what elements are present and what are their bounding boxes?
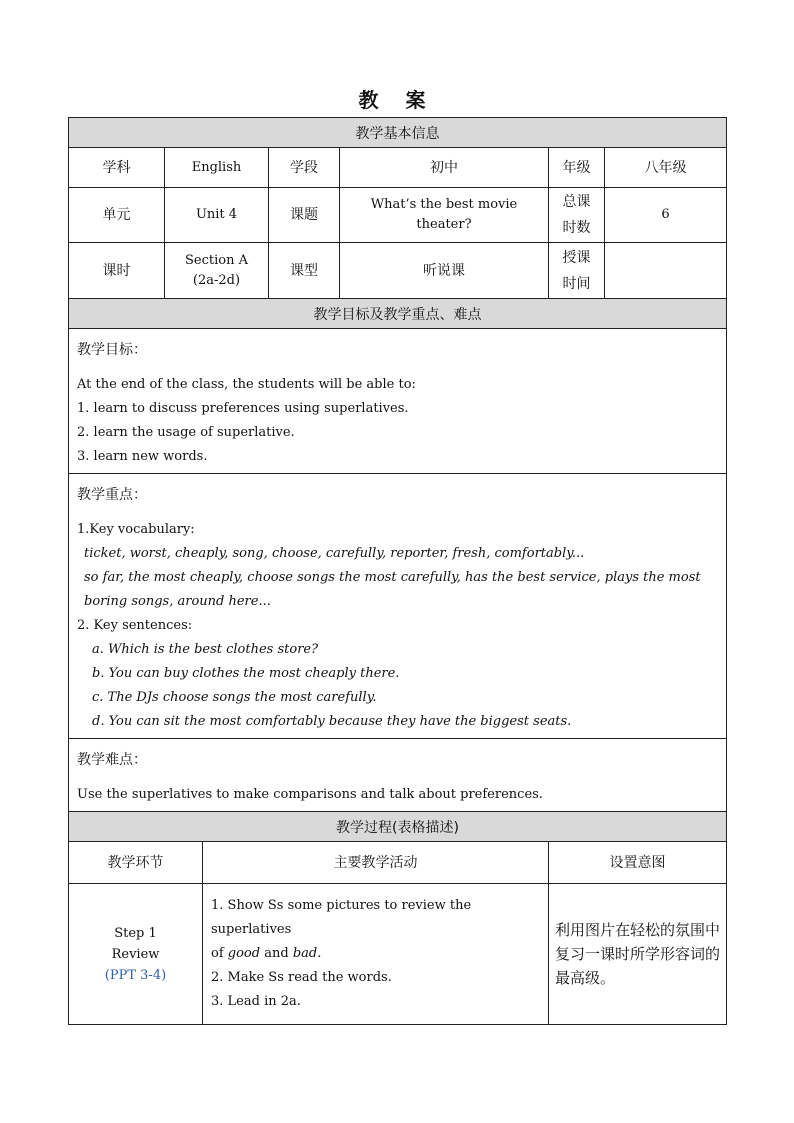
vocab-line: boring songs, around here... [84, 594, 271, 609]
step-ppt-ref: (PPT 3-4) [104, 967, 167, 983]
key-sentence: d. You can sit the most comfortably because they have the biggest seats. [92, 714, 572, 729]
subject-value: English [165, 148, 269, 188]
intent-header: 设置意图 [549, 842, 727, 884]
sentences-title: 2. Key sentences: [77, 618, 193, 633]
activity-line: 1. Show Ss some pictures to review the superlatives [211, 898, 472, 937]
objectives-banner: 教学目标及教学重点、难点 [69, 299, 727, 329]
key-points-heading: 教学重点： [77, 487, 147, 503]
time-label: 授课时间 [549, 243, 605, 299]
basic-info-banner: 教学基本信息 [69, 118, 727, 148]
unit-value: Unit 4 [165, 188, 269, 243]
vocab-line: ticket, worst, cheaply, song, choose, carefully, reporter, fresh, comfortably... [84, 546, 585, 561]
unit-label: 单元 [69, 188, 165, 243]
topic-label: 课题 [269, 188, 340, 243]
activity-cell [203, 884, 549, 1025]
period-label: 课时 [69, 243, 165, 299]
activity-word-good: good [227, 946, 261, 961]
difficulties-block [69, 739, 727, 812]
objective-line: 3. learn new words. [77, 449, 208, 464]
type-label: 课型 [269, 243, 340, 299]
objective-line: 1. learn to discuss preferences using superlatives. [77, 401, 409, 416]
period-value [165, 243, 269, 299]
difficulties-text: Use the superlatives to make comparisons and talk about preferences. [77, 787, 543, 802]
process-banner: 教学过程(表格描述) [69, 812, 727, 842]
stage-label: 学段 [269, 148, 340, 188]
stage-value: 初中 [340, 148, 549, 188]
activity-header: 主要教学活动 [203, 842, 549, 884]
hours-value: 6 [605, 188, 727, 243]
step-name: Review [111, 946, 160, 962]
activity-line: 3. Lead in 2a. [211, 994, 301, 1009]
type-value: 听说课 [340, 243, 549, 299]
period-line1: Section A [185, 252, 248, 268]
vocab-title: 1.Key vocabulary: [77, 522, 195, 537]
key-points-block [69, 474, 727, 739]
activity-word: of [211, 946, 224, 961]
step-cell [69, 884, 203, 1025]
step-header: 教学环节 [69, 842, 203, 884]
subject-label: 学科 [69, 148, 165, 188]
key-sentence: a. Which is the best clothes store? [92, 642, 319, 657]
time-value [605, 243, 727, 299]
objectives-block [69, 329, 727, 474]
grade-value: 八年级 [605, 148, 727, 188]
grade-label: 年级 [549, 148, 605, 188]
vocab-line: so far, the most cheaply, choose songs the most carefully, has the best service, plays the most [84, 570, 701, 585]
period-line2: (2a-2d) [192, 272, 241, 288]
intent-cell: 利用图片在轻松的氛围中复习一课时所学形容词的最高级。 [549, 884, 727, 1025]
lesson-plan-table [68, 117, 727, 1025]
activity-line [211, 942, 540, 966]
objectives-heading: 教学目标： [77, 342, 147, 358]
difficulties-heading: 教学难点： [77, 752, 147, 768]
topic-value: What’s the best movie theater? [340, 188, 549, 243]
activity-line: 2. Make Ss read the words. [211, 970, 392, 985]
activity-word: and [264, 946, 289, 961]
key-sentence: b. You can buy clothes the most cheaply there. [92, 666, 400, 681]
objective-line: At the end of the class, the students will be able to: [77, 377, 416, 392]
activity-word-bad: bad. [292, 946, 322, 961]
objective-line: 2. learn the usage of superlative. [77, 425, 295, 440]
hours-label: 总课时数 [549, 188, 605, 243]
key-sentence: c. The DJs choose songs the most carefully. [92, 690, 377, 705]
step-number: Step 1 [114, 925, 157, 941]
page-title: 教 案 [358, 88, 436, 112]
